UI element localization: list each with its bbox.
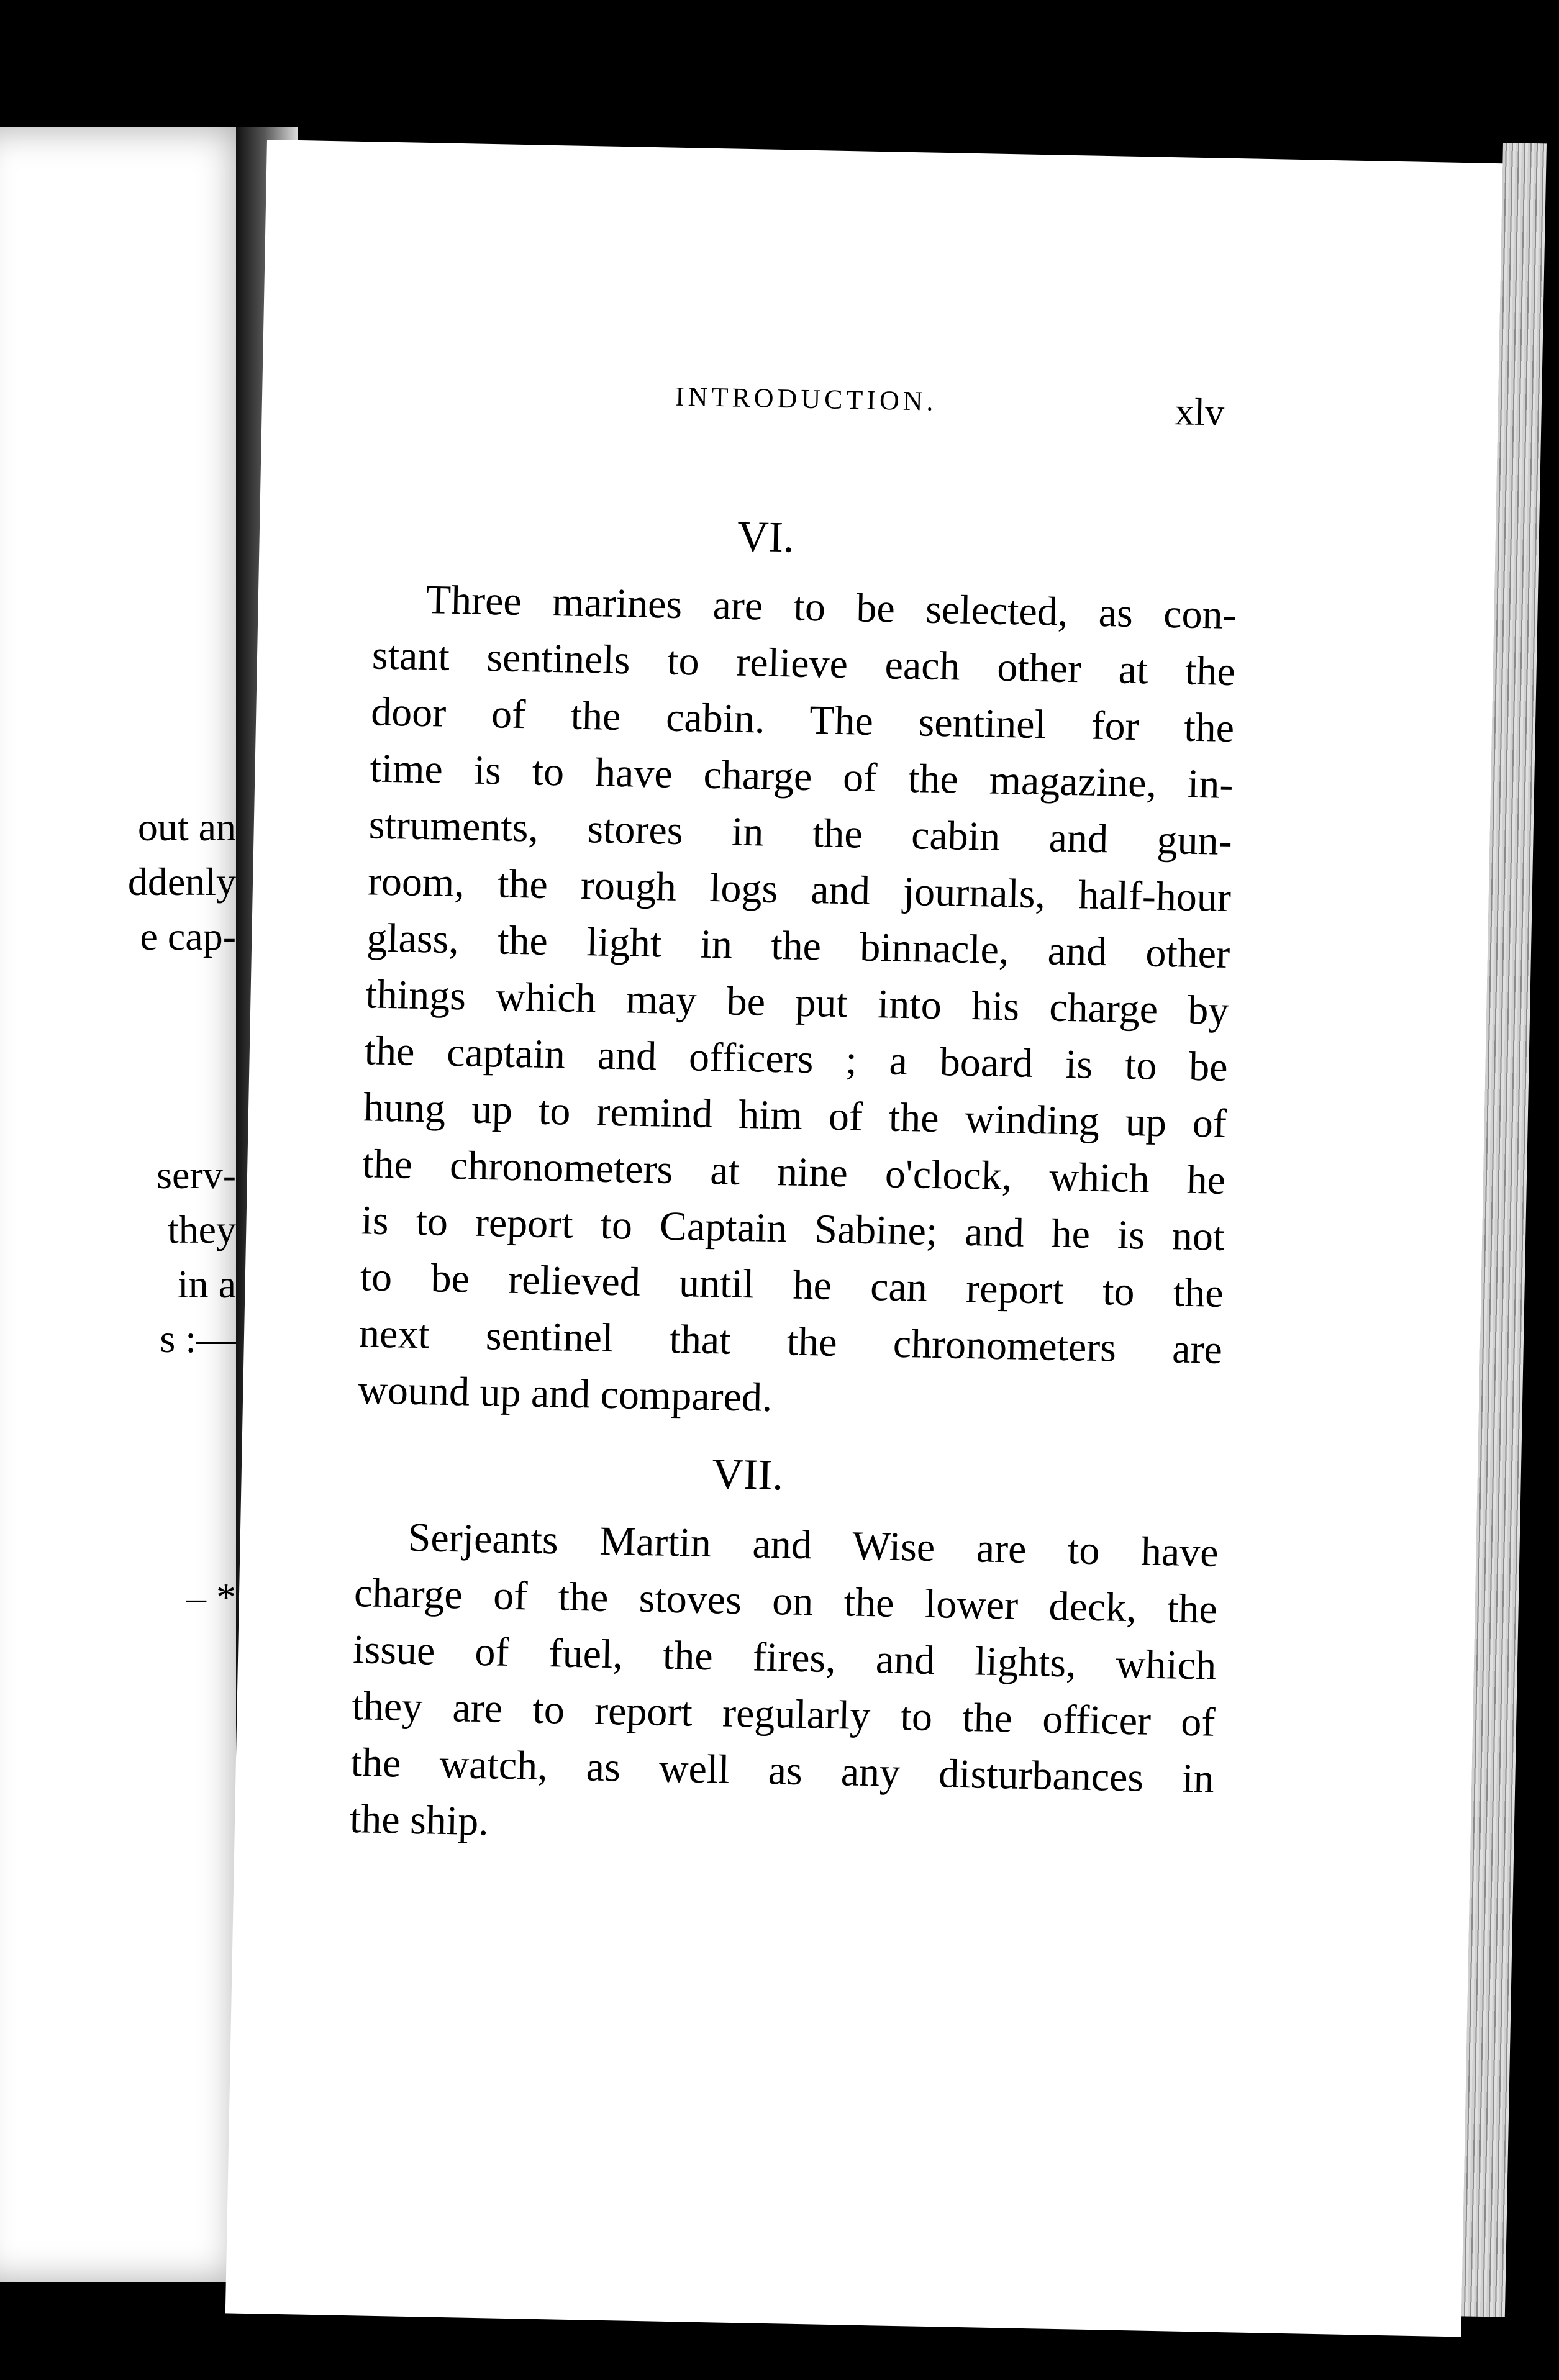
text-line: time is to have charge of the magazine, in- — [369, 745, 1234, 808]
text-line: charge of the stoves on the lower deck, the — [353, 1570, 1218, 1632]
running-head: INTRODUCTION. — [675, 381, 937, 417]
text-line: stant sentinels to relieve each other at the — [371, 632, 1236, 695]
text-line: to be relieved until he can report to the — [360, 1254, 1224, 1316]
text-line: hung up to remind him of the winding up of — [363, 1084, 1227, 1147]
text-line: issue of fuel, the fires, and lights, which — [352, 1627, 1217, 1689]
left-page-text-fragment: s :— — [160, 1317, 236, 1361]
left-page-text-fragment: e cap- — [140, 914, 236, 958]
left-page-text-fragment: in a — [177, 1262, 236, 1306]
text-line: glass, the light in the binnacle, and other — [366, 915, 1230, 977]
text-line: Three marines are to be selected, as con- — [425, 577, 1237, 638]
left-page-text-fragment: they — [167, 1207, 236, 1251]
left-page-text-fragment: serv- — [157, 1153, 236, 1197]
left-page-text-fragment: ddenly — [127, 860, 236, 904]
text-line: Serjeants Martin and Wise are to have — [407, 1514, 1219, 1576]
right-page — [225, 140, 1503, 2337]
text-line: the ship. — [349, 1796, 489, 1845]
text-line: wound up and compared. — [357, 1367, 773, 1420]
text-line: struments, stores in the cabin and gun- — [368, 802, 1233, 865]
text-line: the chronometers at nine o'clock, which he — [361, 1141, 1226, 1203]
section-heading-vi: VI. — [737, 512, 795, 562]
text-line: door of the cabin. The sentinel for the — [370, 689, 1235, 752]
section-vii-paragraph — [349, 1508, 1219, 1864]
left-page-text-fragment: out an — [137, 805, 236, 849]
left-page-text-fragment: – * — [186, 1575, 236, 1619]
section-heading-vii: VII. — [711, 1450, 784, 1500]
text-line: is to report to Captain Sabine; and he is not — [360, 1197, 1225, 1260]
left-facing-page — [0, 127, 261, 2282]
text-line: things which may be put into his charge by — [365, 971, 1230, 1033]
text-line: the watch, as well as any disturbances in — [350, 1740, 1215, 1802]
text-line: they are to report regularly to the officer of — [351, 1683, 1216, 1745]
section-vi-paragraph — [358, 570, 1237, 1434]
text-line: the captain and officers ; a board is to be — [364, 1028, 1229, 1090]
text-line: room, the rough logs and journals, half-hour — [367, 858, 1232, 921]
page-number: xlv — [1175, 391, 1225, 434]
text-line: next sentinel that the chronometers are — [358, 1310, 1223, 1373]
